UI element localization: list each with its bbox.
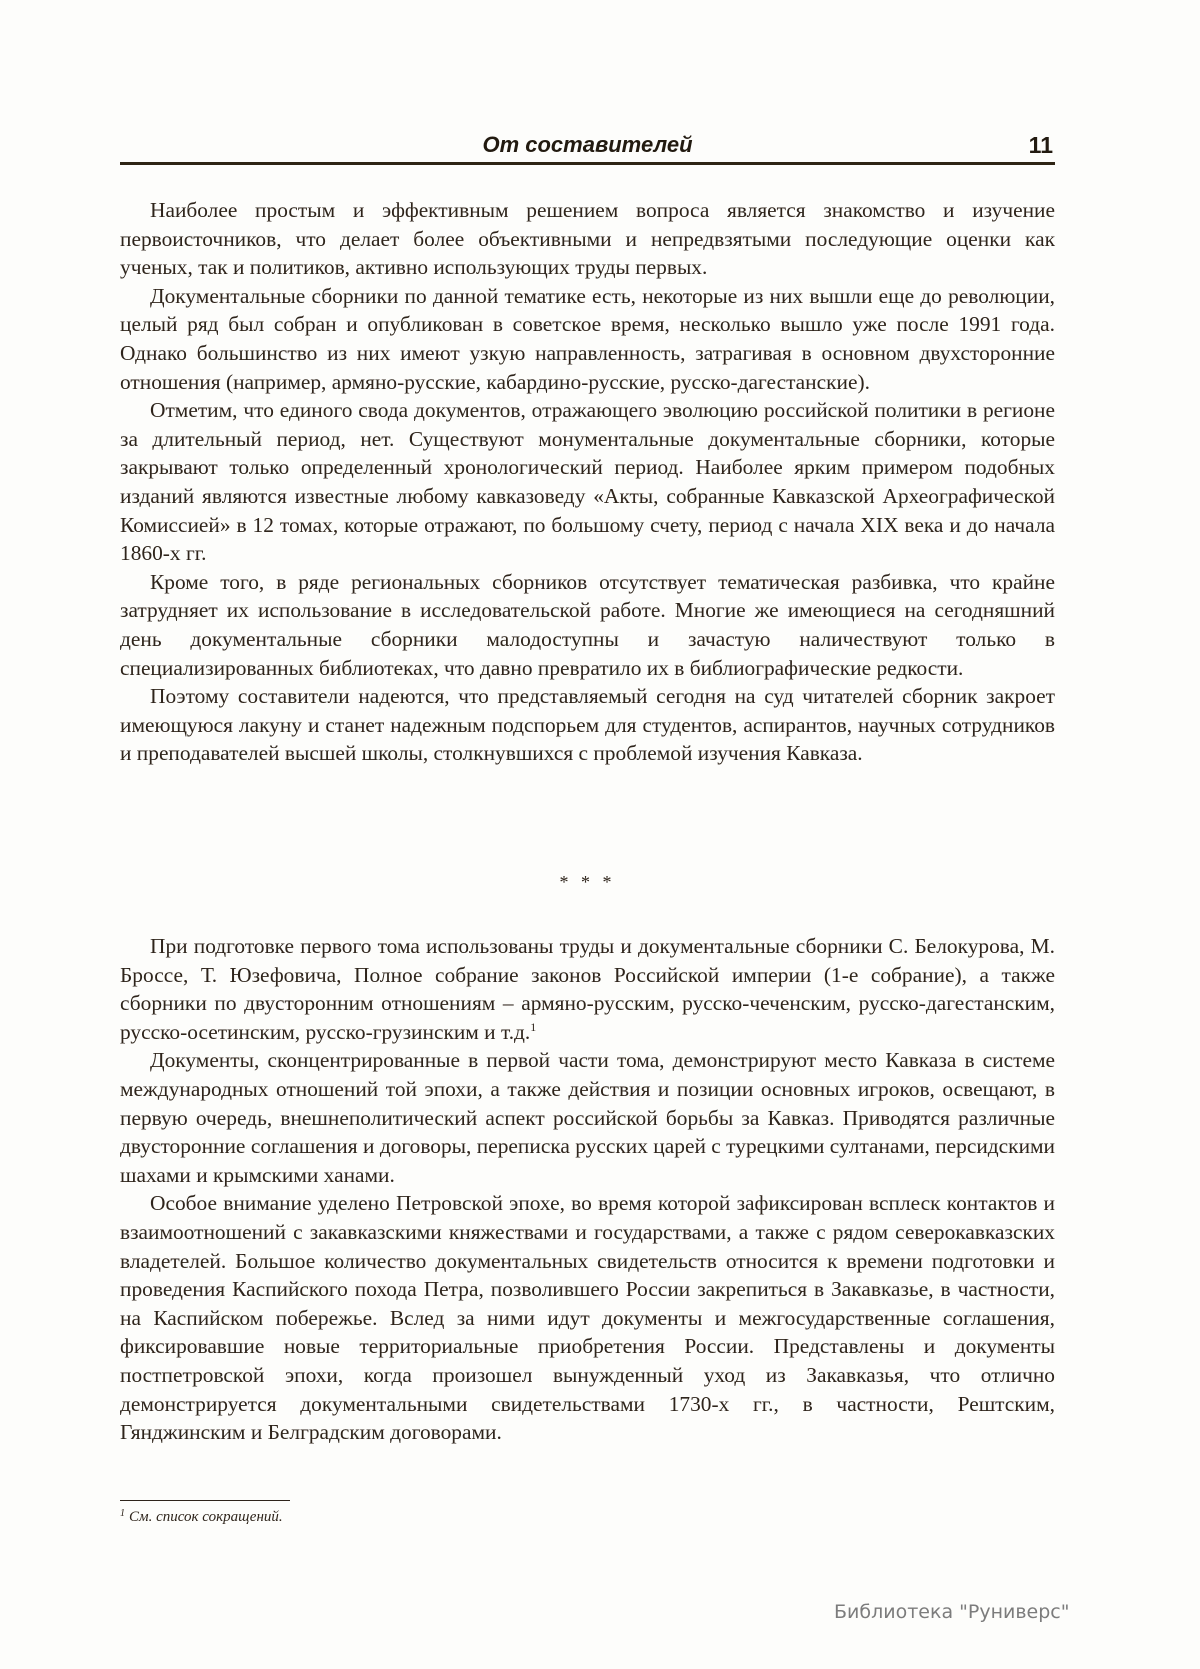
section-separator: * * * bbox=[559, 872, 616, 892]
section-two bbox=[120, 932, 1055, 1447]
paragraph: Кроме того, в ряде региональных сборников отсутствует тематическая разбивка, что крайне затрудняет их использование в исследовательской работе. Многие же имеющиеся на сегодняшний день документальные сборники малодоступны и зачастую наличествуют только в специализированных библиотеках, что давно превратило их в библиографические редкости. bbox=[120, 569, 1055, 680]
paragraph: Документы, сконцентрированные в первой части тома, демонстрируют место Кавказа в системе международных отношений той эпохи, а также действия и позиции основных игроков, освещают, в первую очередь, внешнеполитический аспект российской борьбы за Кавказ. Приводятся различные двусторонние соглашения и договоры, переписка русских царей с турецкими султанами, персидскими шахами и крымскими ханами. bbox=[120, 1048, 1055, 1187]
paragraph: Наиболее простым и эффективным решением вопроса является знакомство и изучение первоисточников, что делает более объективными и непредвзятыми последующие оценки как ученых, так и политиков, активно использующих труды первых. bbox=[120, 198, 1055, 280]
paragraph: Поэтому составители надеются, что представляемый сегодня на суд читателей сборник закроет имеющуюся лакуну и станет надежным подспорьем для студентов, аспирантов, научных сотрудников и преподавателей высшей школы, столкнувшихся с проблемой изучения Кавказа. bbox=[120, 684, 1055, 766]
paragraph: Документальные сборники по данной тематике есть, некоторые из них вышли еще до революции, целый ряд был собран и опубликован в советское время, несколько вышло уже после 1991 года. Однако большинство из них имеют узкую направленность, затрагивая в основном двухсторонние отношения (например, армяно-русские, кабардино-русские, русско-дагестанские). bbox=[120, 283, 1055, 394]
running-title: От составителей bbox=[482, 132, 693, 157]
paragraph bbox=[120, 932, 1055, 1046]
page-header bbox=[120, 128, 1055, 165]
paragraph: Особое внимание уделено Петровской эпохе, во время которой зафиксирован всплеск контактов и взаимоотношений с закавказскими княжествами и государствами, а также с рядом северокавказских владетелей. Большое количество документальных свидетельств относится к времени подготовки и проведения Каспийского похода Петра, позволившего России закрепиться в Закавказье, в частности, на Каспийском побережье. Вслед за ними идут документы и межгосударственные соглашения, фиксировавшие новые территориальные приобретения России. Представлены и документы постпетровской эпохи, когда произошел вынужденный уход из Закавказья, что отлично демонстрируется документальными свидетельствами 1730-х гг., в частности, Рештским, Гянджинским и Белградским договорами. bbox=[120, 1191, 1055, 1445]
section-one bbox=[120, 196, 1055, 768]
footnote-mark: 1 bbox=[120, 1508, 125, 1519]
footnote-text: См. список сокращений. bbox=[129, 1509, 283, 1525]
footnote bbox=[120, 1508, 283, 1526]
footnote-divider bbox=[120, 1500, 290, 1501]
library-watermark: Библиотека "Руниверс" bbox=[834, 1601, 1070, 1623]
page-number: 11 bbox=[1028, 132, 1053, 158]
footnote-reference[interactable]: 1 bbox=[530, 1019, 537, 1034]
paragraph-text: При подготовке первого тома использованы труды и документальные сборники С. Белокурова, М. Броссе, Т. Юзефовича, Полное собрание законов Российской империи (1-е собрание), а также сборники по двусторонним отношениям – армяно-русским, русско-чеченским, русско-дагестанским, русско-осетинским, русско-грузинским и т.д. bbox=[120, 934, 1055, 1044]
paragraph: Отметим, что единого свода документов, отражающего эволюцию российской политики в регионе за длительный период, нет. Существуют монументальные документальные сборники, которые закрывают только определенный хронологический период. Наиболее ярким примером подобных изданий являются известные любому кавказоведу «Акты, собранные Кавказской Археографической Комиссией» в 12 томах, которые отражают, по большому счету, период с начала XIX века и до начала 1860-х гг. bbox=[120, 398, 1055, 566]
